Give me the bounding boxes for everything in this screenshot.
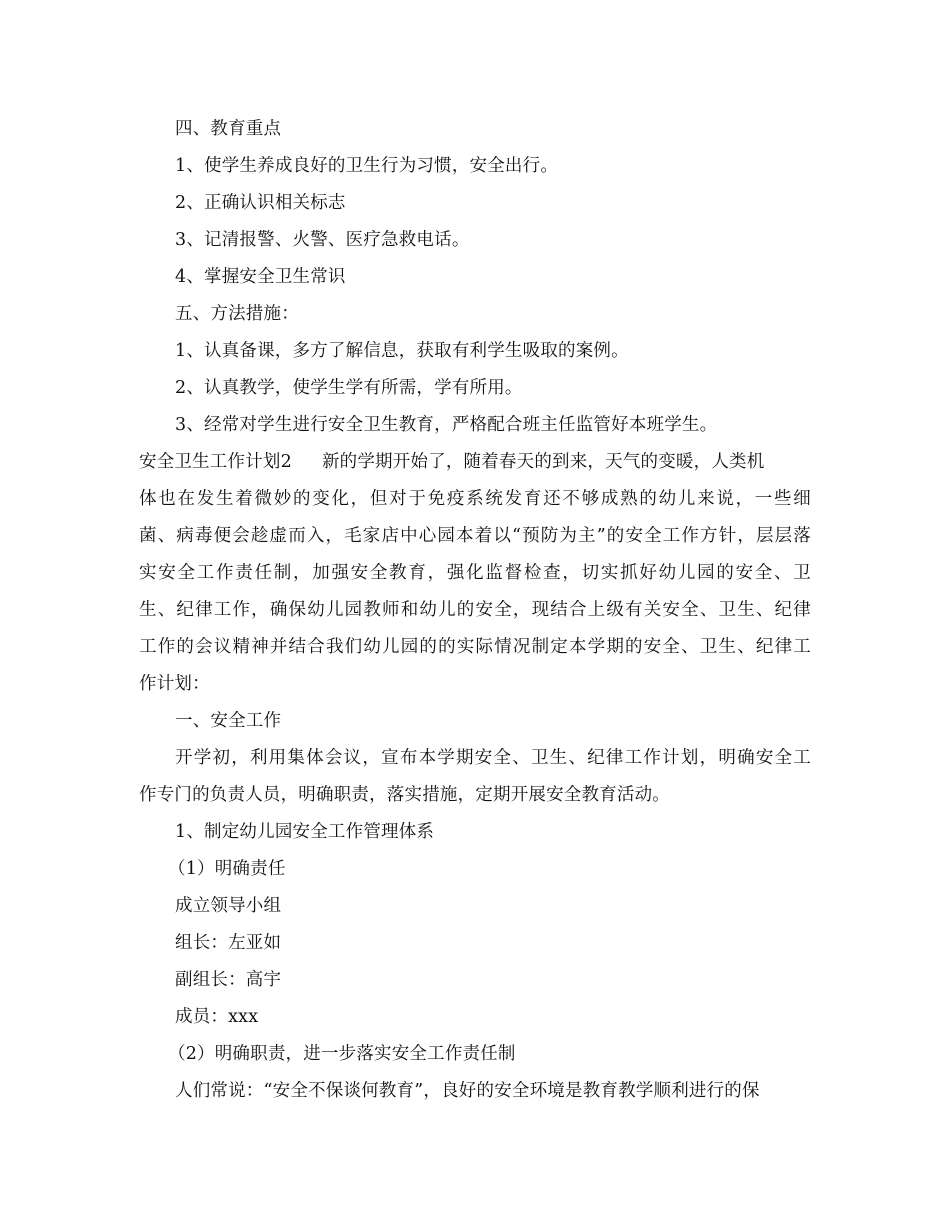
subheading-clarify-duties: （2）明确职责，进一步落实安全工作责任制	[168, 1044, 516, 1064]
paragraph-line: 生、纪律工作，确保幼儿园教师和幼儿的安全，现结合上级有关安全、卫生、纪律	[139, 600, 811, 620]
text-members: 成员：xxx	[175, 1007, 259, 1027]
subheading-management-system: 1、制定幼儿园安全工作管理体系	[175, 822, 435, 842]
list-item: 1、认真备课，多方了解信息，获取有利学生吸取的案例。	[175, 341, 629, 361]
list-item: 3、记清报警、火警、医疗急救电话。	[175, 230, 470, 250]
list-item: 2、认真教学，使学生学有所需，学有所用。	[175, 378, 523, 398]
section-2-heading: 安全卫生工作计划2	[139, 452, 292, 472]
list-item: 3、经常对学生进行安全卫生教育，严格配合班主任监管好本班学生。	[175, 415, 718, 435]
text-leadership-group: 成立领导小组	[175, 896, 282, 916]
subheading-clarify-responsibility: （1）明确责任	[168, 859, 286, 879]
list-item: 2、正确认识相关标志	[175, 193, 346, 213]
paragraph-line: 工作的会议精神并结合我们幼儿园的的实际情况制定本学期的安全、卫生、纪律工	[139, 637, 811, 657]
heading-safety-work: 一、安全工作	[175, 711, 282, 731]
list-item: 4、掌握安全卫生常识	[175, 267, 346, 287]
heading-methods: 五、方法措施：	[175, 304, 299, 324]
paragraph-line: 开学初，利用集体会议，宣布本学期安全、卫生、纪律工作计划，明确安全工	[175, 748, 811, 768]
section-2-first-line	[139, 451, 764, 473]
paragraph-line: 作专门的负责人员，明确职责，落实措施，定期开展安全教育活动。	[139, 785, 670, 805]
list-item: 1、使学生养成良好的卫生行为习惯，安全出行。	[175, 156, 559, 176]
paragraph-line: 人们常说：“安全不保谈何教育”，良好的安全环境是教育教学顺利进行的保	[175, 1081, 760, 1101]
section-2-intro-text: 新的学期开始了，随着春天的到来，天气的变暖，人类机	[321, 452, 765, 472]
paragraph-line: 体也在发生着微妙的变化，但对于免疫系统发育还不够成熟的幼儿来说，一些细	[139, 489, 811, 509]
heading-education-focus: 四、教育重点	[175, 119, 282, 139]
text-group-leader: 组长：左亚如	[175, 933, 282, 953]
paragraph-line: 实安全工作责任制，加强安全教育，强化监督检查，切实抓好幼儿园的安全、卫	[139, 563, 811, 583]
paragraph-line: 作计划：	[139, 674, 210, 694]
text-deputy-leader: 副组长：高宇	[175, 970, 282, 990]
paragraph-line: 菌、病毒便会趁虚而入，毛家店中心园本着以“预防为主”的安全工作方针，层层落	[139, 526, 811, 546]
